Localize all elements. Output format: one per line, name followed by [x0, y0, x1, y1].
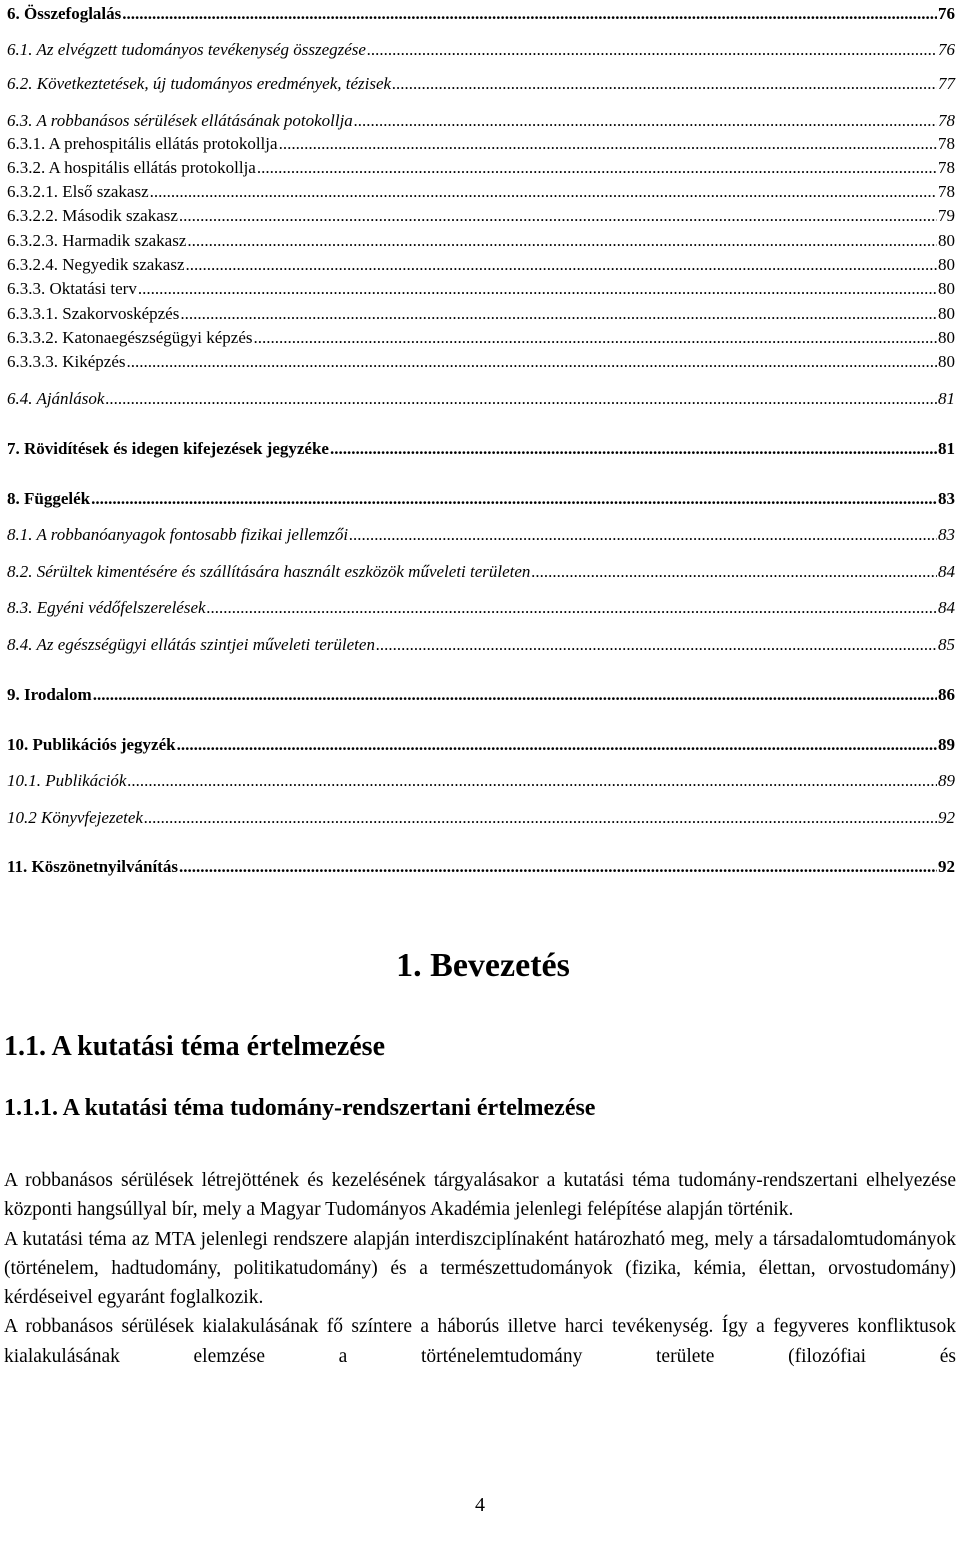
toc-entry-title: 6.1. Az elvégzett tudományos tevékenység összegzése: [7, 40, 366, 59]
toc-entry[interactable]: [7, 525, 955, 549]
toc-entry[interactable]: [7, 857, 955, 881]
toc-dot-leader: [257, 158, 937, 178]
toc-entry[interactable]: [7, 158, 955, 182]
toc-entry-title: 6.3.2.4. Negyedik szakasz: [7, 255, 185, 274]
toc-entry-page: 80: [938, 255, 955, 274]
toc-entry[interactable]: [7, 771, 955, 795]
toc-entry-page: 92: [938, 808, 955, 827]
toc-entry-title: 6.3.3. Oktatási terv: [7, 279, 137, 298]
toc-entry-page: 78: [938, 134, 955, 153]
toc-dot-leader: [392, 74, 937, 94]
toc-entry[interactable]: [7, 489, 955, 513]
toc-dot-leader: [138, 279, 937, 299]
toc-entry[interactable]: [7, 598, 955, 622]
toc-entry-page: 80: [938, 328, 955, 347]
toc-dot-leader: [127, 771, 937, 791]
toc-entry[interactable]: [7, 562, 955, 586]
toc-entry-page: 83: [938, 489, 955, 508]
toc-entry[interactable]: [7, 134, 955, 158]
toc-dot-leader: [179, 857, 937, 877]
toc-entry-page: 92: [938, 857, 955, 876]
toc-entry-page: 79: [938, 206, 955, 225]
body-text: [4, 1166, 956, 1371]
toc-entry-title: 8. Függelék: [7, 489, 91, 508]
toc-entry-page: 78: [938, 158, 955, 177]
toc-entry-page: 84: [938, 598, 955, 617]
toc-dot-leader: [93, 685, 937, 705]
toc-entry-title: 6.2. Következtetések, új tudományos eredmények, tézisek: [7, 74, 392, 93]
toc-entry[interactable]: [7, 231, 955, 255]
toc-entry-page: 81: [938, 439, 955, 458]
toc-entry-page: 81: [938, 389, 955, 408]
toc-entry-page: 78: [938, 111, 955, 130]
toc-entry-title: 6.3.3.1. Szakorvosképzés: [7, 304, 180, 323]
toc-dot-leader: [367, 40, 937, 60]
toc-entry-title: 8.2. Sérültek kimentésére és szállítására használt eszközök műveleti területen: [7, 562, 531, 581]
toc-entry-page: 77: [938, 74, 955, 93]
toc-dot-leader: [279, 134, 937, 154]
toc-entry-title: 6.3.3.3. Kiképzés: [7, 352, 126, 371]
subsection-heading: 1.1.1. A kutatási téma tudomány-rendszertani értelmezése: [4, 1095, 596, 1121]
toc-dot-leader: [179, 206, 937, 226]
toc-entry[interactable]: [7, 808, 955, 832]
toc-entry-page: 83: [938, 525, 955, 544]
toc-entry[interactable]: [7, 328, 955, 352]
toc-entry-page: 80: [938, 231, 955, 250]
toc-entry-title: 9. Irodalom: [7, 685, 92, 704]
toc-entry-title: 6.3. A robbanásos sérülések ellátásának potokollja: [7, 111, 353, 130]
toc-entry-page: 80: [938, 279, 955, 298]
toc-dot-leader: [177, 735, 937, 755]
toc-entry-page: 76: [938, 40, 955, 59]
paragraph: A kutatási téma az MTA jelenlegi rendszere alapján interdiszciplínaként határozható meg, mely a társadalomtudományok (történelem, hadtudomány, politikatudomány) és a természettudományok (fizika, kémia, élettan, orvostudomány) kérdéseivel egyaránt foglalkozik.: [4, 1228, 956, 1309]
toc-dot-leader: [349, 525, 937, 545]
toc-entry[interactable]: [7, 206, 955, 230]
toc-dot-leader: [187, 231, 937, 251]
toc-dot-leader: [253, 328, 937, 348]
toc-entry-page: 80: [938, 352, 955, 371]
toc-entry[interactable]: [7, 182, 955, 206]
paragraph: A robbanásos sérülések létrejöttének és kezelésének tárgyalásakor a kutatási téma tudomány-rendszertani elhelyezése központi hangsúllyal bír, mely a Magyar Tudományos Akadémia jelenlegi felépítése alapján történik.: [4, 1170, 956, 1221]
toc-dot-leader: [105, 389, 937, 409]
toc-entry-title: 6.3.2.1. Első szakasz: [7, 182, 149, 201]
toc-entry[interactable]: [7, 111, 955, 135]
toc-dot-leader: [531, 562, 937, 582]
toc-entry-title: 8.4. Az egészségügyi ellátás szintjei műveleti területen: [7, 635, 375, 654]
toc-entry[interactable]: [7, 735, 955, 759]
toc-entry[interactable]: [7, 255, 955, 279]
toc-entry[interactable]: [7, 352, 955, 376]
toc-entry[interactable]: [7, 279, 955, 303]
toc-entry-title: 8.3. Egyéni védőfelszerelések: [7, 598, 206, 617]
chapter-heading: 1. Bevezetés: [396, 947, 570, 984]
toc-entry[interactable]: [7, 685, 955, 709]
toc-entry-title: 6.3.2. A hospitális ellátás protokollja: [7, 158, 256, 177]
toc-entry-title: 7. Rövidítések és idegen kifejezések jegyzéke: [7, 439, 329, 458]
toc-entry[interactable]: [7, 304, 955, 328]
toc-dot-leader: [330, 439, 937, 459]
toc-entry-page: 78: [938, 182, 955, 201]
toc-entry-page: 85: [938, 635, 955, 654]
toc-entry-title: 6.3.1. A prehospitális ellátás protokollja: [7, 134, 278, 153]
toc-entry-page: 80: [938, 304, 955, 323]
toc-entry-title: 10.2 Könyvfejezetek: [7, 808, 143, 827]
paragraph: A robbanásos sérülések kialakulásának fő színtere a háborús illetve harci tevékenység. Így a fegyveres konfliktusok kialakulásának elemzése a történelemtudomány területe (filozófiai és: [4, 1316, 956, 1367]
toc-entry-page: 76: [938, 4, 955, 23]
toc-entry-page: 89: [938, 735, 955, 754]
toc-entry-title: 10. Publikációs jegyzék: [7, 735, 176, 754]
toc-entry[interactable]: [7, 635, 955, 659]
toc-entry-title: 6.3.2.3. Harmadik szakasz: [7, 231, 187, 250]
toc-entry[interactable]: [7, 389, 955, 413]
toc-entry-title: 6. Összefoglalás: [7, 4, 122, 23]
toc-dot-leader: [207, 598, 937, 618]
toc-entry[interactable]: [7, 439, 955, 463]
page-number: 4: [475, 1494, 485, 1516]
toc-entry-title: 8.1. A robbanóanyagok fontosabb fizikai jellemzői: [7, 525, 349, 544]
toc-dot-leader: [91, 489, 937, 509]
toc-entry-page: 84: [938, 562, 955, 581]
toc-dot-leader: [354, 111, 937, 131]
toc-dot-leader: [376, 635, 937, 655]
toc-dot-leader: [180, 304, 937, 324]
toc-dot-leader: [127, 352, 937, 372]
toc-entry[interactable]: [7, 4, 955, 28]
toc-entry-title: 10.1. Publikációk: [7, 771, 127, 790]
toc-entry-title: 6.3.3.2. Katonaegészségügyi képzés: [7, 328, 253, 347]
toc-dot-leader: [122, 4, 937, 24]
toc-entry-title: 6.4. Ajánlások: [7, 389, 105, 408]
toc-entry[interactable]: [7, 40, 955, 64]
toc-dot-leader: [186, 255, 937, 275]
toc-entry-title: 11. Köszönetnyilvánítás: [7, 857, 178, 876]
toc-entry-title: 6.3.2.2. Második szakasz: [7, 206, 178, 225]
section-heading: 1.1. A kutatási téma értelmezése: [4, 1031, 385, 1062]
toc-entry-page: 86: [938, 685, 955, 704]
toc-entry-page: 89: [938, 771, 955, 790]
toc-entry[interactable]: [7, 74, 955, 98]
toc-dot-leader: [150, 182, 937, 202]
toc-dot-leader: [144, 808, 937, 828]
